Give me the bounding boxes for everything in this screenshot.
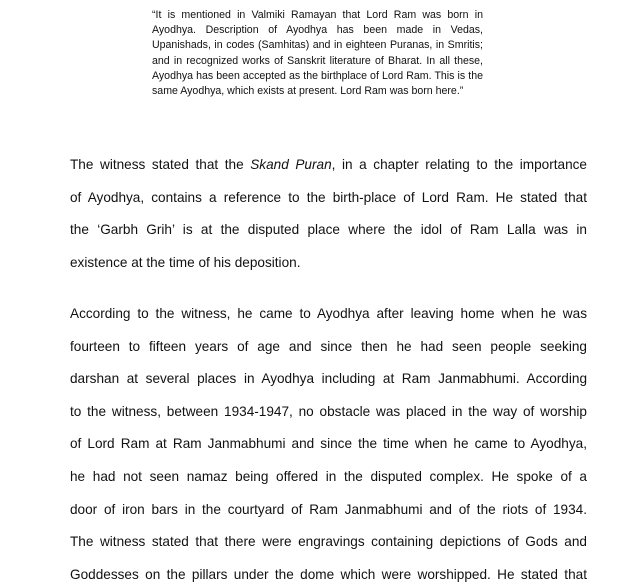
paragraph-line: Goddesses on the pillars under the dome which were worshipped. He stated that	[70, 566, 587, 582]
paragraph-line: The witness stated that there were engravings containing depictions of Gods and	[70, 534, 587, 550]
italic-title: Skand Puran	[250, 157, 332, 172]
paragraph-line: fourteen to fifteen years of age and since then he had seen people seeking	[70, 338, 587, 354]
paragraph-line: of Ayodhya, contains a reference to the birth-place of Lord Ram. He stated that	[70, 189, 587, 205]
paragraph-witness-account	[70, 305, 587, 585]
line-text: , in a chapter relating to the importance	[331, 157, 587, 172]
paragraph-line: the ‘Garbh Grih’ is at the disputed place where the idol of Ram Lalla was in	[70, 222, 587, 238]
paragraph-line: door of iron bars in the courtyard of Ram Janmabhumi and of the riots of 1934.	[70, 501, 587, 517]
paragraph-line: existence at the time of his deposition.	[70, 254, 301, 270]
paragraph-line: he had not seen namaz being offered in the disputed complex. He spoke of a	[70, 468, 587, 484]
paragraph-line: to the witness, between 1934-1947, no obstacle was placed in the way of worship	[70, 403, 587, 419]
paragraph-line: of Lord Ram at Ram Janmabhumi and since the time when he came to Ayodhya,	[70, 436, 587, 452]
line-text: The witness stated that the	[70, 157, 251, 172]
paragraph-line: According to the witness, he came to Ayodhya after leaving home when he was	[70, 306, 587, 321]
paragraph-skand-puran	[70, 156, 587, 286]
block-quote: “It is mentioned in Valmiki Ramayan that Lord Ram was born in Ayodhya. Description of Ayodhya has been made in Vedas, Upanishads, in codes (Samhitas) and in eighteen Puranas, in Smritis; and in recognized works of Sanskrit literature of Bharat. In all these, Ayodhya has been accepted as the birthplace of Lord Ram. This is the same Ayodhya, which exists at present. Lord Ram was born here.”	[152, 9, 483, 98]
paragraph-line	[70, 156, 587, 189]
paragraph-line: darshan at several places in Ayodhya including at Ram Janmabhumi. According	[70, 371, 587, 387]
